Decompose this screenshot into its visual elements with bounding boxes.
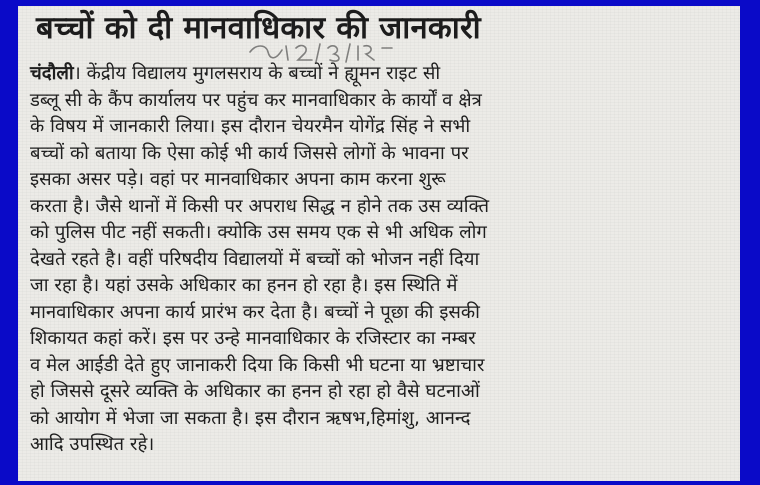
article-line-6: करता है। जैसे थानों में किसी पर अपराध सिद्ध न होने तक उस व्यक्ति <box>30 195 490 217</box>
article-line-5: इसका असर पड़े। वहां पर मानवाधिकार अपना काम करना शुरू <box>30 169 446 190</box>
article-line-2: डब्लू सी के कैंप कार्यालय पर पहुंच कर मानवाधिकार के कार्यों व क्षेत्र <box>30 89 482 111</box>
article-line-3: के विषय में जानकारी लिया। इस दौरान चेयरमैन योगेंद्र सिंह ने सभी <box>30 116 471 137</box>
article-line-13: हो जिससे दूसरे व्यक्ति के अधिकार का हनन हो रहा हो वैसे घटनाओं <box>30 381 480 402</box>
article-line-1-text: । केंद्रीय विद्यालय मुगलसराय के बच्चों ने ह्यूमन राइट सी <box>73 63 441 84</box>
article-line-14: को आयोग में भेजा जा सकता है। इस दौरान ऋषभ,हिमांशु, आनन्द <box>30 407 471 429</box>
article-line-8: देखते रहते है। वहीं परिषदीय विद्यालयों में बच्चों को भोजन नहीं दिया <box>30 248 480 270</box>
article-line-10: मानवाधिकार अपना कार्य प्रारंभ कर देता है। बच्चों ने पूछा की इसकी <box>30 301 480 323</box>
article-line-9: जा रहा है। यहां उसके अधिकार का हनन हो रहा है। इस स्थिति में <box>30 275 458 296</box>
article-body <box>30 61 730 459</box>
article-line-1 <box>30 61 730 88</box>
article-line-11: शिकायत कहां करें। इस पर उन्हे मानवाधिकार के रजिस्टार का नम्बर <box>30 328 476 349</box>
article-line-4: बच्चों को बताया कि ऐसा कोई भी कार्य जिससे लोगों के भावना पर <box>30 142 469 164</box>
article-line-15: आदि उपस्थित रहे। <box>30 434 155 455</box>
article-line-7: को पुलिस पीट नहीं सकती। क्योकि उस समय एक से भी अधिक लोग <box>30 222 487 243</box>
newspaper-clipping <box>18 6 740 481</box>
article-headline: बच्चों को दी मानवाधिकार की जानकारी <box>36 10 481 46</box>
dateline: चंदौली <box>30 63 74 84</box>
article-line-12: व मेल आईडी देते हुए जानाकरी दिया कि किसी भी घटना या भ्रष्टाचार <box>30 354 485 376</box>
